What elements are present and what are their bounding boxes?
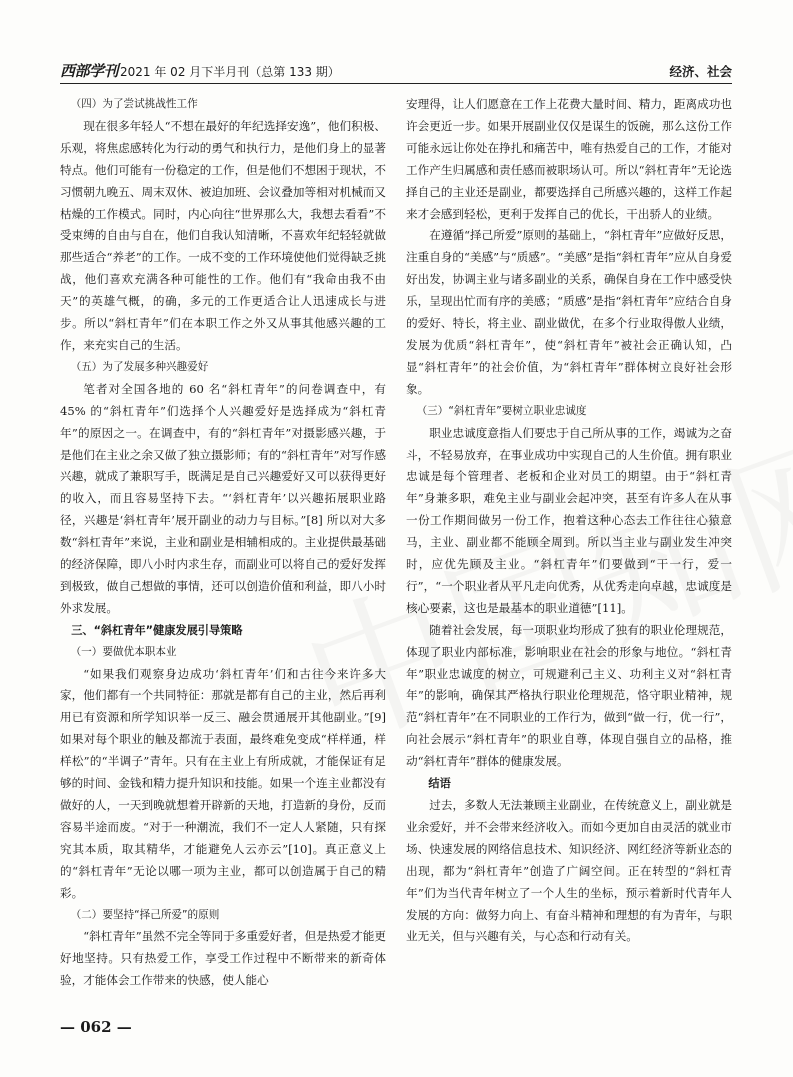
paragraph: 在遵循“择己所爱”原则的基础上，“斜杠青年”应做好反思，注重自身的“美感”与“质感”。“美感”是指“斜杠青年”应从自身爱好出发，协调主业与诸多副业的关系，确保自身在工作中感受快乐，呈现出忙而有序的美感；“质感”是指“斜杠青年”应结合自身的爱好、特长，将主业、副业做优，在多个行业取得傲人业绩，发展为优质“斜杠青年”，使“斜杠青年”被社会正确认知，凸显“斜杠青年”的社会价值，为“斜杠青年”群体树立良好社会形象。 xyxy=(406,228,732,396)
paragraph: 职业忠诚度意指人们要忠于自己所从事的工作，竭诚为之奋斗，不轻易放弃，在事业成功中实现自己的人生价值。拥有职业忠诚是每个管理者、老板和企业对员工的期望。由于“斜杠青年”身兼多职，难免主业与副业会起冲突，甚至有许多人在从事一份工作期间做另一份工作，抱着这种心态去工作往往心猿意马，主业、副业都不能顾全周到。所以当主业与副业发生冲突时，应优先顾及主业。“斜杠青年”们要做到“干一行，爱一行”，“一个职业者从平凡走向优秀，从优秀走向卓越，忠诚度是核心要素，这也是最基本的职业道德”[11]。 xyxy=(406,425,732,615)
paragraph: 现在很多年轻人“不想在最好的年纪选择安逸”，他们积极、乐观，将焦虑感转化为行动的勇气和执行力，是他们身上的显著特点。他们可能有一份稳定的工作，但是他们不想困于现状，不习惯朝九晚五、周末双休、被迫加班、会议叠加等相对机械而又枯燥的工作模式。同时，内心向往“世界那么大，我想去看看”不受束缚的自由与自在，他们自我认知清晰，不喜欢年纪轻轻就做那些适合“养老”的工作。一成不变的工作环境使他们觉得缺乏挑战，他们喜欢充满各种可能性的工作。他们有“我命由我不由天”的英雄气概，的确，多元的工作更适合让人迅速成长与进步。所以“斜杠青年”们在本职工作之外又从事其他感兴趣的工作，来充实自己的生活。 xyxy=(60,118,386,352)
subsection-heading: （四）为了尝试挑战性工作 xyxy=(70,98,198,110)
right-column xyxy=(406,94,732,948)
section-heading: 三、“斜杠青年”健康发展引导策略 xyxy=(71,623,243,637)
page-number: — 062 — xyxy=(60,1018,132,1036)
header-left xyxy=(60,60,340,81)
paragraph: 随着社会发展，每一项职业均形成了独有的职业伦理规范，体现了职业内部标准，影响职业在社会的形象与地位。“斜杠青年”职业忠诚度的树立，可规避利己主义、功利主义对“斜杠青年”的影响，确保其严格执行职业伦理规范，恪守职业精神，规范“斜杠青年”在不同职业的工作行为，做到“做一行，优一行”，向社会展示“斜杠青年”的职业自尊，体现自强自立的品格，推动“斜杠青年”群体的健康发展。 xyxy=(406,622,732,769)
left-column xyxy=(60,94,386,992)
subsection-heading: （五）为了发展多种兴趣爱好 xyxy=(70,360,209,373)
paragraph: 过去，多数人无法兼顾主业副业，在传统意义上，副业就是业余爱好，并不会带来经济收入。而如今更加自由灵活的就业市场、快速发展的网络信息技术、知识经济、网红经济等新业态的出现，都为“斜杠青年”创造了广阔空间。正在转型的“斜杠青年”们为当代青年树立了一个人生的坐标，预示着新时代青年人发展的方向：做努力向上、有奋斗精神和理想的有为青年，与职业无关，但与兴趣有关，与心态和行动有关。 xyxy=(406,798,732,944)
header-rule xyxy=(60,83,732,84)
issue-info: 2021 年 02 月下半月刊（总第 133 期） xyxy=(120,65,340,79)
subsection-heading: （二）要坚持“择己所爱”的原则 xyxy=(70,908,220,921)
paragraph: “如果我们观察身边成功‘斜杠青年’们和古往今来许多大家，他们都有一个共同特征：那就是都有自己的主业，然后再利用已有资源和所学知识举一反三、融会贯通展开其他副业。”[9] 如果对每个职业的触及都流于表面，最终难免变成“样样通，样样松”的“半调子”青年。只有在主业上有所成就，才能保证有足够的时间、金钱和精力提升知识和技能。如果一个连主业都没有做好的人，一天到晚就想着开辟新的天地，打造新的身份，反而容易半途而废。“对于一种潮流，我们不一定人人紧随，只有探究其本质，取其精华，才能避免人云亦云”[10]。真正意义上的“斜杠青年”无论以哪一项为主业，都可以创造属于自己的精彩。 xyxy=(60,666,386,900)
running-header xyxy=(60,58,732,82)
journal-logo: 西部学刊 xyxy=(60,62,119,80)
paragraph: 安理得，让人们愿意在工作上花费大量时间、精力，距离成功也许会更近一步。如果开展副业仅仅是谋生的饭碗，那么这份工作可能永远让你处在挣扎和痛苦中，唯有热爱自己的工作，才能对工作产生归属感和责任感而被职场认可。所以“斜杠青年”无论选择自己的主业还是副业，都要选择自己所感兴趣的，这样工作起来才会感到轻松，更利于发挥自己的优长，干出骄人的业绩。 xyxy=(406,97,732,221)
paragraph: 笔者对全国各地的 60 名“斜杠青年”的问卷调查中，有 45% 的“斜杠青年”们选择个人兴趣爱好是选择成为“斜杠青年”的原因之一。在调查中，有的“斜杠青年”对摄影感兴趣，于是他们在主业之余又做了独立摄影师；有的“斜杠青年”对写作感兴趣，就成了兼职写手，既满足是自己兴趣爱好又可以获得更好的收入，而且容易坚持下去。“‘斜杠青年’以兴趣拓展职业路径，兴趣是‘斜杠青年’展开副业的动力与目标。”[8] 所以对大多数“斜杠青年”来说，主业和副业是相辅相成的。主业提供最基础的经济保障，即八小时内求生存，而副业可以将自己的爱好发挥到极致，做自己想做的事情，还可以创造价值和利益，即八小时外求发展。 xyxy=(60,381,386,615)
section-label: 经济、社会 xyxy=(669,64,732,79)
subsection-heading: （三）“斜杠青年”要树立职业忠诚度 xyxy=(416,404,587,417)
paragraph: “斜杠青年”虽然不完全等同于多重爱好者，但是热爱才能更好地坚持。只有热爱工作，享受工作过程中不断带来的新奇体验，才能体会工作带来的快感，使人能心 xyxy=(60,929,386,988)
subsection-heading: （一）要做优本职本业 xyxy=(70,645,177,658)
section-heading: 结语 xyxy=(428,777,451,791)
